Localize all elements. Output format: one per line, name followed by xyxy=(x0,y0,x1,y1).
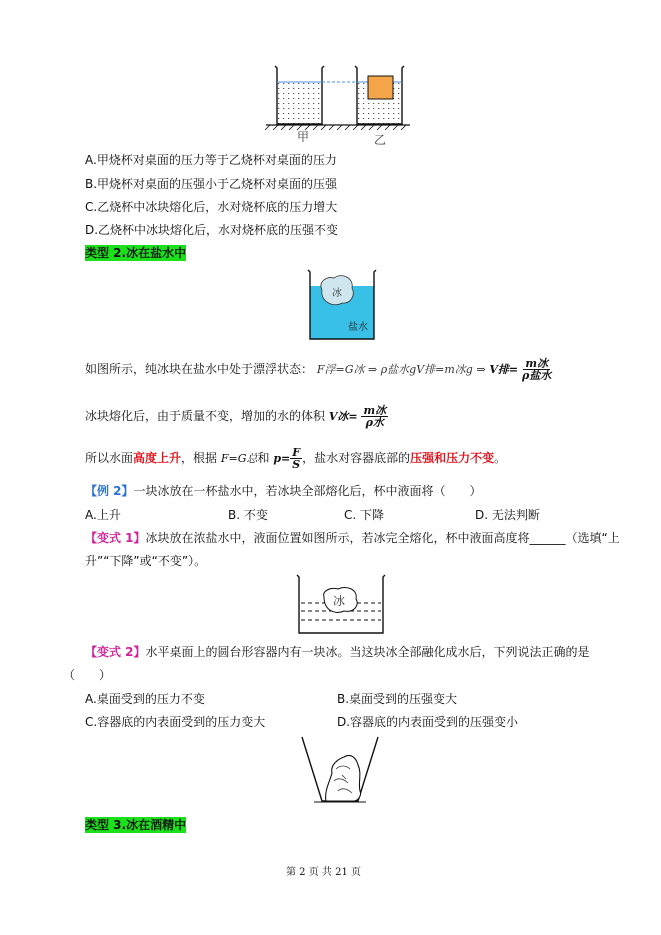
explain-p2-den: ρ水 xyxy=(365,416,384,429)
variant-1-text2: （选填“上 xyxy=(565,531,620,545)
var2-option-b: B.桌面受到的压强变大 xyxy=(337,692,458,706)
variant-2-text2: （ ） xyxy=(63,668,112,682)
explain-p1-lhs: V排= xyxy=(489,363,519,376)
example-2-tag: 【例 2】 xyxy=(85,484,134,498)
variant-1-text3: 升”“下降”或“不变”）。 xyxy=(85,554,207,568)
var2-option-c: C.容器底的内表面受到的压力变大 xyxy=(85,715,266,729)
explain-p2-lhs: V冰= xyxy=(328,410,358,423)
explain-p3-den: S xyxy=(292,458,301,471)
variant-2-text1: 水平桌面上的圆台形容器内有一块冰。当这块冰全部融化成水后，下列说法正确的是 xyxy=(145,645,590,659)
option-b: B.甲烧杯对桌面的压强小于乙烧杯对桌面的压强 xyxy=(85,177,338,191)
variant-1-blank: ______ xyxy=(529,531,566,545)
fig2-ice-label: 冰 xyxy=(332,288,342,299)
explain-p3-red2: 压强和压力不变 xyxy=(410,451,495,465)
fig3-ice-label: 冰 xyxy=(333,594,346,608)
option-d: D.乙烧杯中冰块熔化后，水对烧杯底的压强不变 xyxy=(85,223,339,237)
page-footer: 第 2 页 共 21 页 xyxy=(286,867,361,878)
ex2-option-c: C. 下降 xyxy=(344,508,385,522)
cone-container-figure xyxy=(300,735,380,807)
explain-p1-fraction xyxy=(522,358,551,381)
explain-p3-d: ，盐水对容器底部的 xyxy=(302,451,411,465)
var2-option-d: D.容器底的内表面受到的压强变小 xyxy=(337,715,519,729)
explain-p3-c: 和 xyxy=(257,451,270,465)
explain-p2-num: m冰 xyxy=(363,404,387,417)
explain-p3-e: 。 xyxy=(494,451,507,465)
option-a: A.甲烧杯对桌面的压力等于乙烧杯对桌面的压力 xyxy=(85,153,337,167)
example-2-text: 一块冰放在一杯盐水中，若冰块全部熔化后，杯中液面将（ ） xyxy=(133,484,482,498)
explain-p1-num: m冰 xyxy=(525,357,548,370)
explain-p3-lhs: p= xyxy=(273,452,291,465)
explain-line-3 xyxy=(85,446,506,471)
explain-line-2 xyxy=(85,404,388,429)
explain-p3-f1: F=G总 xyxy=(220,452,258,465)
type2-heading: 类型 2.冰在盐水中 xyxy=(85,246,187,260)
variant-1 xyxy=(85,530,620,546)
explain-line-1 xyxy=(85,357,551,382)
explain-p1-formula: F浮=G冰 ⇒ ρ盐水gV排=m冰g ⇒ xyxy=(316,363,486,376)
beaker-label-right: 乙 xyxy=(374,133,387,146)
explain-p3-a: 所以水面 xyxy=(85,451,134,465)
dashed-beaker-figure xyxy=(294,573,388,635)
var2-option-a: A.桌面受到的压力不变 xyxy=(85,692,205,706)
fig2-brine-label: 盐水 xyxy=(348,322,368,333)
explain-p1-prefix: 如图所示，纯冰块在盐水中处于漂浮状态： xyxy=(85,362,314,376)
ex2-option-d: D. 无法判断 xyxy=(475,508,540,522)
variant-1-tag: 【变式 1】 xyxy=(85,531,146,545)
beakers-figure xyxy=(262,62,412,146)
example-2 xyxy=(85,483,482,499)
explain-p3-fraction xyxy=(290,447,302,470)
ex2-option-b: B. 不变 xyxy=(228,508,268,522)
brine-figure xyxy=(306,268,378,342)
explain-p2-fraction xyxy=(361,405,388,428)
ex2-option-a: A.上升 xyxy=(85,508,121,522)
variant-2 xyxy=(85,644,590,660)
option-c: C.乙烧杯中冰块熔化后，水对烧杯底的压力增大 xyxy=(85,200,338,214)
explain-p3-red1: 高度上升 xyxy=(133,451,182,465)
explain-p3-num: F xyxy=(292,446,301,459)
explain-p3-b: ，根据 xyxy=(181,451,218,465)
variant-2-tag: 【变式 2】 xyxy=(85,645,146,659)
variant-1-text1: 冰块放在浓盐水中，液面位置如图所示，若冰完全熔化，杯中液面高度将 xyxy=(145,531,530,545)
beaker-label-left: 甲 xyxy=(297,130,310,144)
explain-p1-den: ρ盐水 xyxy=(521,369,552,382)
explain-p2-prefix: 冰块熔化后，由于质量不变，增加的水的体积 xyxy=(85,409,326,423)
type3-heading: 类型 3.冰在酒精中 xyxy=(85,818,187,832)
